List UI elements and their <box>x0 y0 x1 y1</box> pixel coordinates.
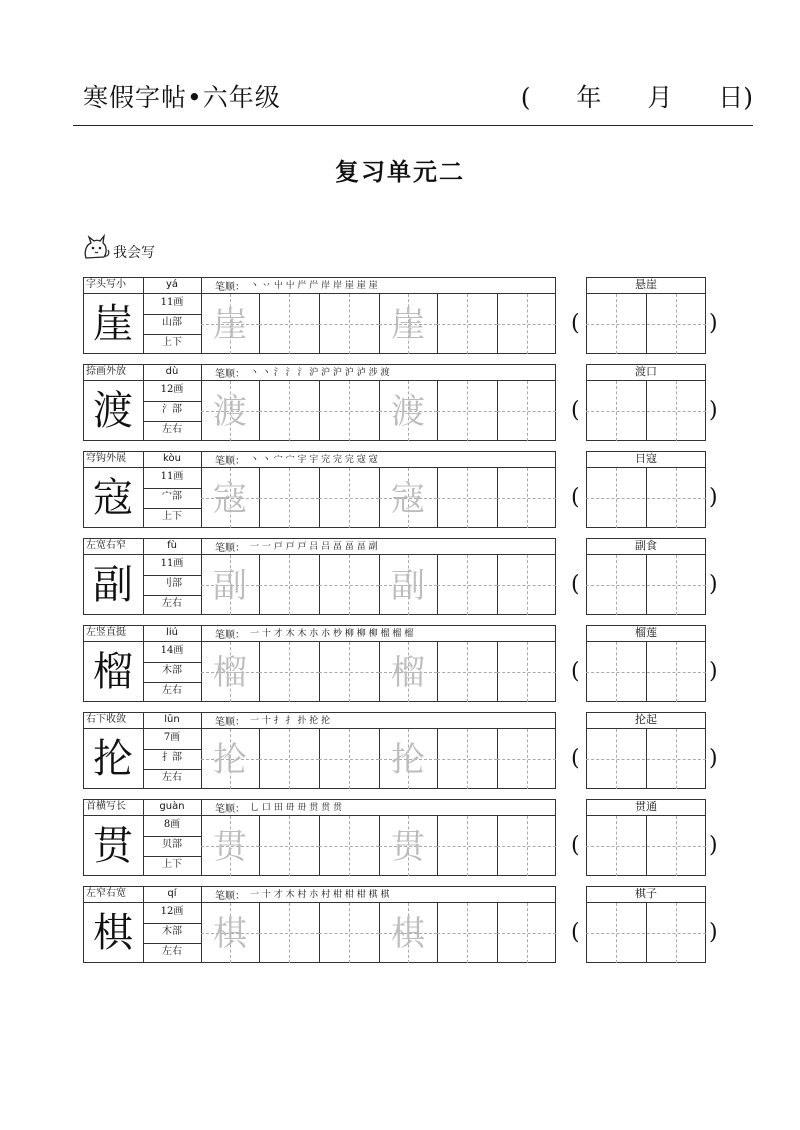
structure: 左右 <box>162 946 182 957</box>
trace-character[interactable]: 渡 <box>391 392 425 432</box>
pinyin-answer-close-paren: ) <box>709 311 718 336</box>
radical: 木部 <box>162 665 182 676</box>
stroke-order: 一 十 才 木 木 朩 朩 杪 柳 柳 柳 榴 榴 榴 <box>250 629 414 639</box>
stroke-count: 12画 <box>160 906 184 917</box>
pinyin-answer-field[interactable] <box>584 381 708 441</box>
radical: 刂部 <box>162 578 182 589</box>
pinyin: fù <box>167 540 177 551</box>
writing-tip: 字头写小 <box>86 279 126 290</box>
model-character: 贯 <box>93 823 133 869</box>
pinyin-answer-field[interactable] <box>584 555 708 615</box>
entry-row <box>83 799 718 876</box>
vocabulary-word: 副食 <box>635 539 657 552</box>
entry-row <box>83 886 718 963</box>
grid-guide <box>259 411 319 412</box>
stroke-order-label: 笔顺： <box>215 456 245 466</box>
unit-title: 复习单元二 <box>335 157 465 186</box>
radical: 贝部 <box>162 839 182 850</box>
grid-guide <box>497 933 556 934</box>
date-day-label: 日) <box>718 83 753 112</box>
grid-guide <box>497 672 556 673</box>
stroke-count: 8画 <box>163 819 181 830</box>
stroke-count: 12画 <box>160 384 184 395</box>
pinyin: liú <box>166 627 178 638</box>
writing-tip: 捺画外放 <box>86 366 126 377</box>
trace-character[interactable]: 寇 <box>213 479 247 519</box>
grid-guide <box>319 846 379 847</box>
trace-character[interactable]: 寇 <box>391 479 425 519</box>
grid-guide <box>497 324 556 325</box>
grid-guide <box>319 933 379 934</box>
date-month-label: 月 <box>647 83 673 112</box>
model-character: 副 <box>93 562 133 608</box>
writing-tip: 右下收敛 <box>86 714 126 725</box>
pinyin: kòu <box>163 453 181 464</box>
stroke-count: 11画 <box>160 471 184 482</box>
info-line <box>143 314 201 315</box>
stroke-order: 一 十 扌 扌 扑 抡 抡 <box>250 716 331 726</box>
entry-row <box>83 364 718 441</box>
worksheet-title: 寒假字帖•六年级 <box>83 83 281 112</box>
grid-guide <box>437 759 497 760</box>
stroke-order: 丶 丶 宀 宀 宇 宇 完 完 完 寇 寇 <box>250 455 378 465</box>
entry-row <box>83 277 718 354</box>
stroke-order-label: 笔顺： <box>215 282 245 292</box>
pinyin: dù <box>165 366 179 377</box>
radical: 扌部 <box>162 752 182 763</box>
stroke-count: 7画 <box>163 732 181 743</box>
info-line <box>143 943 201 944</box>
stroke-order: 丶 丶 氵 氵 氵 沪 沪 沪 沪 泸 涉 渡 <box>250 368 390 378</box>
grid-guide <box>259 846 319 847</box>
structure: 上下 <box>162 859 182 870</box>
info-line <box>143 401 201 402</box>
grid-guide <box>319 498 379 499</box>
info-line <box>143 334 201 335</box>
pinyin-answer-field[interactable] <box>584 294 708 354</box>
pinyin-answer-field[interactable] <box>584 816 708 876</box>
pinyin-answer-open-paren: ( <box>571 659 580 684</box>
structure: 左右 <box>162 685 182 696</box>
grid-guide <box>497 411 556 412</box>
structure: 上下 <box>162 337 182 348</box>
model-character: 渡 <box>93 388 133 434</box>
model-character: 棋 <box>93 910 133 956</box>
cat-icon <box>80 232 112 264</box>
stroke-order-label: 笔顺： <box>215 891 245 901</box>
grid-guide <box>437 585 497 586</box>
grid-guide <box>437 846 497 847</box>
info-line <box>143 682 201 683</box>
trace-character[interactable]: 棋 <box>213 914 247 954</box>
vocabulary-word: 贯通 <box>635 800 657 813</box>
trace-character[interactable]: 崖 <box>391 305 425 345</box>
info-line <box>143 575 201 576</box>
info-line <box>143 836 201 837</box>
stroke-count: 11画 <box>160 558 184 569</box>
trace-character[interactable]: 贯 <box>391 827 425 867</box>
grid-guide <box>319 411 379 412</box>
pinyin-answer-open-paren: ( <box>571 920 580 945</box>
pinyin-answer-open-paren: ( <box>571 833 580 858</box>
pinyin: guàn <box>159 801 185 812</box>
pinyin-answer-close-paren: ) <box>709 659 718 684</box>
pinyin: qí <box>167 888 177 899</box>
info-line <box>143 508 201 509</box>
grid-guide <box>259 933 319 934</box>
pinyin-answer-open-paren: ( <box>571 746 580 771</box>
stroke-order: 一 十 才 木 村 朩 村 柑 柑 柑 棋 棋 <box>250 890 390 900</box>
section-label: 我会写 <box>113 245 155 261</box>
pinyin-answer-close-paren: ) <box>709 746 718 771</box>
grid-guide <box>437 672 497 673</box>
stroke-order: 一 一 戸 戸 戸 吕 吕 畐 畐 畐 副 <box>250 542 378 552</box>
trace-character[interactable]: 抡 <box>213 740 247 780</box>
entry-row <box>83 712 718 789</box>
stroke-order-label: 笔顺： <box>215 717 245 727</box>
info-line <box>143 856 201 857</box>
pinyin-answer-field[interactable] <box>584 729 708 789</box>
trace-character[interactable]: 贯 <box>213 827 247 867</box>
grid-guide <box>259 759 319 760</box>
grid-guide <box>319 324 379 325</box>
vocabulary-word: 渡口 <box>635 365 657 378</box>
writing-tip: 左窄右宽 <box>86 888 126 899</box>
pinyin-answer-open-paren: ( <box>571 485 580 510</box>
pinyin-answer-field[interactable] <box>584 468 708 528</box>
pinyin-answer-field[interactable] <box>584 642 708 702</box>
info-line <box>143 595 201 596</box>
vocabulary-word: 日寇 <box>635 452 657 465</box>
stroke-order-label: 笔顺： <box>215 543 245 553</box>
info-line <box>143 749 201 750</box>
info-line <box>143 769 201 770</box>
trace-character[interactable]: 渡 <box>213 392 247 432</box>
entry-row <box>83 625 718 702</box>
stroke-order-label: 笔顺： <box>215 630 245 640</box>
model-character: 寇 <box>93 475 133 521</box>
model-character: 抡 <box>93 736 133 782</box>
grid-guide <box>319 759 379 760</box>
pinyin-answer-open-paren: ( <box>571 311 580 336</box>
trace-character[interactable]: 副 <box>213 566 247 606</box>
entry-row <box>83 451 718 528</box>
writing-tip: 首横写长 <box>86 801 126 812</box>
pinyin-answer-open-paren: ( <box>571 572 580 597</box>
header-rule <box>73 125 753 126</box>
model-character: 榴 <box>93 649 133 695</box>
grid-guide <box>497 846 556 847</box>
stroke-order-label: 笔顺： <box>215 804 245 814</box>
radical: 木部 <box>162 926 182 937</box>
stroke-count: 14画 <box>160 645 184 656</box>
pinyin-answer-field[interactable] <box>584 903 708 963</box>
grid-guide <box>259 585 319 586</box>
grid-guide <box>497 759 556 760</box>
pinyin-answer-close-paren: ) <box>709 485 718 510</box>
radical: 山部 <box>162 317 182 328</box>
trace-character[interactable]: 抡 <box>391 740 425 780</box>
stroke-order-label: 笔顺： <box>215 369 245 379</box>
pinyin-answer-close-paren: ) <box>709 572 718 597</box>
structure: 左右 <box>162 424 182 435</box>
writing-tip: 左宽右窄 <box>86 540 126 551</box>
info-line <box>143 662 201 663</box>
stroke-count: 11画 <box>160 297 184 308</box>
info-line <box>143 421 201 422</box>
pinyin: lūn <box>164 714 180 725</box>
trace-character[interactable]: 棋 <box>391 914 425 954</box>
pinyin-answer-close-paren: ) <box>709 398 718 423</box>
info-line <box>143 923 201 924</box>
vocabulary-word: 榴莲 <box>635 626 657 639</box>
structure: 上下 <box>162 511 182 522</box>
trace-character[interactable]: 副 <box>391 566 425 606</box>
entry-row <box>83 538 718 615</box>
radical: 氵部 <box>162 404 182 415</box>
grid-guide <box>319 585 379 586</box>
radical: 宀部 <box>162 491 182 502</box>
stroke-order: 丶 丷 屮 屮 屵 屵 岸 岸 崖 崖 崖 <box>250 281 378 291</box>
trace-character[interactable]: 崖 <box>213 305 247 345</box>
model-character: 崖 <box>93 301 133 347</box>
trace-character[interactable]: 榴 <box>391 653 425 693</box>
structure: 左右 <box>162 598 182 609</box>
info-line <box>143 488 201 489</box>
pinyin: yá <box>165 279 179 290</box>
grid-guide <box>437 933 497 934</box>
date-open-paren: ( <box>520 83 531 112</box>
page-header <box>83 78 753 118</box>
grid-guide <box>437 498 497 499</box>
pinyin-answer-close-paren: ) <box>709 920 718 945</box>
writing-tip: 左竖直挺 <box>86 627 126 638</box>
grid-guide <box>319 672 379 673</box>
grid-guide <box>497 498 556 499</box>
date-year-label: 年 <box>576 83 602 112</box>
vocabulary-word: 悬崖 <box>635 278 657 291</box>
writing-tip: 穹钩外展 <box>86 453 126 464</box>
grid-guide <box>259 324 319 325</box>
grid-guide <box>437 411 497 412</box>
pinyin-answer-close-paren: ) <box>709 833 718 858</box>
date-field <box>521 78 753 114</box>
structure: 左右 <box>162 772 182 783</box>
vocabulary-word: 棋子 <box>635 887 657 900</box>
trace-character[interactable]: 榴 <box>213 653 247 693</box>
grid-guide <box>259 672 319 673</box>
pinyin-answer-open-paren: ( <box>571 398 580 423</box>
vocabulary-word: 抡起 <box>635 713 657 726</box>
stroke-order: 乚 口 田 毌 毌 贯 贯 贯 <box>250 803 343 813</box>
grid-guide <box>497 585 556 586</box>
grid-guide <box>437 324 497 325</box>
grid-guide <box>259 498 319 499</box>
